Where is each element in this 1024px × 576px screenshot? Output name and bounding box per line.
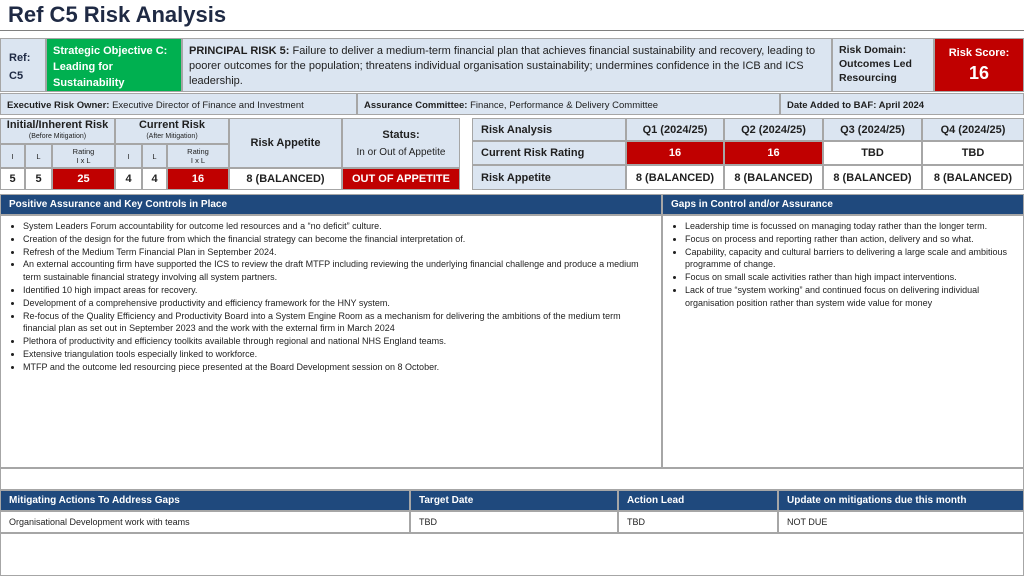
inherent-risk-title: Initial/Inherent Risk (6, 119, 109, 131)
inherent-risk-header (0, 118, 115, 144)
inherent-l-value: 5 (25, 168, 52, 190)
appetite-q3: 8 (BALANCED) (823, 165, 922, 190)
inherent-l-label: L (25, 144, 52, 168)
principal-risk-text: Failure to deliver a medium-term financial plan that achieves financial sustainability and recovery, leading to poorer outcomes for the population; threatens individual organisation sustainability; undermines confidence in the ICB and ICS leadership. (189, 45, 816, 87)
inherent-rating-line2: I x L (76, 156, 91, 165)
inherent-rating-line1: Rating (72, 147, 95, 156)
positive-assurance-body (0, 215, 662, 468)
current-rating-q2: 16 (724, 141, 823, 165)
current-i-value: 4 (115, 168, 142, 190)
list-item: • Leadership time is focussed on managing today rather than the longer term. (685, 220, 1017, 233)
current-rating-value: 16 (167, 168, 229, 190)
current-risk-title: Current Risk (138, 119, 206, 131)
list-item: • Focus on small scale activities rather than high impact interventions. (685, 271, 1017, 284)
date-added-cell (780, 93, 1024, 115)
list-item: • An external accounting firm have supported the ICS to review the draft MTFP including reviewing the underlying financial challenge and produce a medium term sustainable financial strategy involving all system partners. (23, 258, 655, 284)
list-item: • Lack of true “system working” and continued focus on delivering individual organisation position rather than system wide value for money (685, 284, 1017, 310)
principal-risk-cell (182, 38, 832, 92)
ref-label: Ref: (9, 52, 31, 64)
current-rating-line2: I x L (190, 156, 206, 165)
mitigating-actions-header: Mitigating Actions To Address Gaps (0, 490, 410, 511)
inherent-rating-label (52, 144, 115, 168)
current-rating-label (167, 144, 229, 168)
ref-code: C5 (9, 70, 24, 82)
update-cell: NOT DUE (778, 511, 1024, 533)
owner-value: Executive Director of Finance and Investment (109, 100, 304, 111)
risk-analysis-header: Risk Analysis (472, 118, 626, 141)
current-l-value: 4 (142, 168, 167, 190)
current-rating-q4: TBD (922, 141, 1024, 165)
action-lead-cell: TBD (618, 511, 778, 533)
owner-label: Executive Risk Owner: (7, 100, 110, 111)
current-rating-line1: Rating (187, 147, 209, 156)
current-i-label: I (115, 144, 142, 168)
list-item: • Identified 10 high impact areas for recovery. (23, 284, 655, 297)
target-date-header: Target Date (410, 490, 618, 511)
list-item: • Focus on process and reporting rather than action, delivery and so what. (685, 233, 1017, 246)
action-lead-header: Action Lead (618, 490, 778, 511)
update-header: Update on mitigations due this month (778, 490, 1024, 511)
committee-value: Finance, Performance & Delivery Committee (467, 100, 659, 111)
gaps-list (663, 216, 1023, 310)
strategic-objective-cell (46, 38, 182, 92)
list-item: • System Leaders Forum accountability for outcome led resources and a “no deficit” culture. (23, 220, 655, 233)
status-value: OUT OF APPETITE (342, 168, 460, 190)
list-item: • Creation of the design for the future from which the financial strategy can become the financial interpretation of. (23, 233, 655, 246)
appetite-q4: 8 (BALANCED) (922, 165, 1024, 190)
positive-assurance-header: Positive Assurance and Key Controls in Place (0, 194, 662, 215)
quarter-header-q3: Q3 (2024/25) (823, 118, 922, 141)
list-item: • Extensive triangulation tools especially linked to workforce. (23, 348, 655, 361)
list-item: • MTFP and the outcome led resourcing piece presented at the Board Development session on 8 October. (23, 361, 655, 374)
inherent-i-value: 5 (0, 168, 25, 190)
list-item: • Plethora of productivity and efficiency toolkits available through regional and national NHS England teams. (23, 335, 655, 348)
status-header (342, 118, 460, 168)
strategic-objective-line3: Sustainability (53, 77, 125, 89)
strategic-objective-line2: Leading for (53, 61, 113, 73)
title-divider (0, 30, 1024, 31)
risk-appetite-label: Risk Appetite (472, 165, 626, 190)
current-risk-rating-label: Current Risk Rating (472, 141, 626, 165)
risk-domain-cell (832, 38, 934, 92)
risk-domain-line2: Outcomes Led (839, 58, 912, 70)
committee-cell (357, 93, 780, 115)
ref-cell (0, 38, 46, 92)
page-title: Ref C5 Risk Analysis (8, 2, 227, 27)
target-date-cell: TBD (410, 511, 618, 533)
mitigating-action-cell: Organisational Development work with teams (0, 511, 410, 533)
spacer-row (0, 468, 1024, 490)
risk-score-value: 16 (968, 62, 990, 83)
current-risk-header (115, 118, 229, 144)
list-item: • Re-focus of the Quality Efficiency and Productivity Board into a System Engine Room as a mechanism for delivering the ambitions of the medium term financial plan as set out in September 2023 and the work with the external firm in March 2024 (23, 310, 655, 336)
list-item: • Development of a comprehensive productivity and efficiency framework for the HNY system. (23, 297, 655, 310)
appetite-q2: 8 (BALANCED) (724, 165, 823, 190)
quarter-header-q1: Q1 (2024/25) (626, 118, 724, 141)
gaps-body (662, 215, 1024, 468)
appetite-header: Risk Appetite (229, 118, 342, 168)
list-item: • Capability, capacity and cultural barriers to delivering a large scale and ambitious programme of change. (685, 246, 1017, 272)
risk-domain-line3: Resourcing (839, 72, 897, 84)
quarter-header-q4: Q4 (2024/25) (922, 118, 1024, 141)
inherent-i-label: I (0, 144, 25, 168)
appetite-value: 8 (BALANCED) (229, 168, 342, 190)
status-header-sub: In or Out of Appetite (356, 146, 446, 158)
quarter-header-q2: Q2 (2024/25) (724, 118, 823, 141)
risk-score-cell (934, 38, 1024, 92)
inherent-rating-value: 25 (52, 168, 115, 190)
owner-cell (0, 93, 357, 115)
gaps-header: Gaps in Control and/or Assurance (662, 194, 1024, 215)
positive-assurance-list (1, 216, 661, 374)
risk-domain-label: Risk Domain: (839, 44, 907, 56)
strategic-objective-line1: Strategic Objective C: (53, 45, 168, 57)
status-header-label: Status: (382, 128, 420, 141)
risk-score-label: Risk Score: (948, 46, 1010, 59)
list-item: • Refresh of the Medium Term Financial Plan in September 2024. (23, 246, 655, 259)
committee-label: Assurance Committee: (364, 100, 468, 111)
inherent-risk-subtitle: (Before Mitigation) (28, 133, 87, 140)
current-l-label: L (142, 144, 167, 168)
current-rating-q3: TBD (823, 141, 922, 165)
appetite-q1: 8 (BALANCED) (626, 165, 724, 190)
current-risk-subtitle: (After Mitigation) (146, 133, 198, 140)
principal-risk-label: PRINCIPAL RISK 5: (189, 45, 290, 57)
date-added-label: Date Added to BAF: April 2024 (787, 100, 925, 111)
current-rating-q1: 16 (626, 141, 724, 165)
empty-row (0, 533, 1024, 576)
